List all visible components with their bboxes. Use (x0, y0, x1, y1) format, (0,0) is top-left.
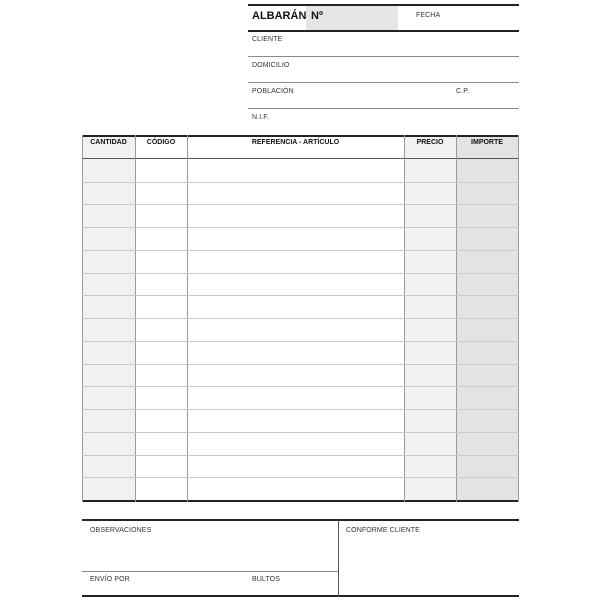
column-header-precio: PRECIO (416, 139, 444, 146)
observaciones-label: OBSERVACIONES (90, 527, 152, 534)
table-header-rule (82, 158, 519, 159)
table-row-rule (82, 273, 519, 274)
envio-por-label: ENVÍO POR (90, 576, 130, 583)
bultos-label: BULTOS (252, 576, 280, 583)
column-header-referencia: REFERENCIA - ARTÍCULO (251, 139, 340, 146)
table-row-rule (82, 182, 519, 183)
table-row-rule (82, 341, 519, 342)
table-bottom-rule (82, 500, 519, 502)
poblacion-label: POBLACIÓN (252, 88, 294, 95)
table-row-rule (82, 477, 519, 478)
column-header-cantidad: CANTIDAD (90, 139, 127, 146)
domicilio-label: DOMICILIO (252, 62, 290, 69)
header-rule-3 (248, 82, 519, 83)
table-row-rule (82, 432, 519, 433)
delivery-note-header (248, 4, 519, 127)
table-row-rule (82, 204, 519, 205)
table-top-rule (82, 135, 519, 137)
table-row-rule (82, 250, 519, 251)
document-title: ALBARÁN (252, 10, 307, 22)
table-row-rule (82, 455, 519, 456)
cliente-label: CLIENTE (252, 36, 283, 43)
items-table (82, 135, 519, 502)
fecha-label: FECHA (416, 12, 441, 19)
conforme-cliente-label: CONFORME CLIENTE (346, 527, 420, 534)
column-header-importe: IMPORTE (471, 139, 503, 146)
conforme-cliente-field[interactable] (339, 519, 519, 595)
nif-label: N.I.F. (252, 114, 269, 121)
table-row-rule (82, 295, 519, 296)
observaciones-field[interactable] (82, 519, 338, 571)
table-row-rule (82, 386, 519, 387)
footer-bottom-rule (82, 595, 519, 597)
cp-label: C.P. (456, 88, 470, 95)
table-row-rule (82, 318, 519, 319)
header-rule-1 (248, 30, 519, 32)
header-rule-4 (248, 108, 519, 109)
footer-rule (82, 571, 338, 572)
table-row-rule (82, 409, 519, 410)
header-rule-2 (248, 56, 519, 57)
number-label: Nº (311, 10, 323, 22)
delivery-note-footer (82, 519, 519, 597)
column-header-codigo: CÓDIGO (146, 139, 176, 146)
table-row-rule (82, 364, 519, 365)
table-row-rule (82, 227, 519, 228)
